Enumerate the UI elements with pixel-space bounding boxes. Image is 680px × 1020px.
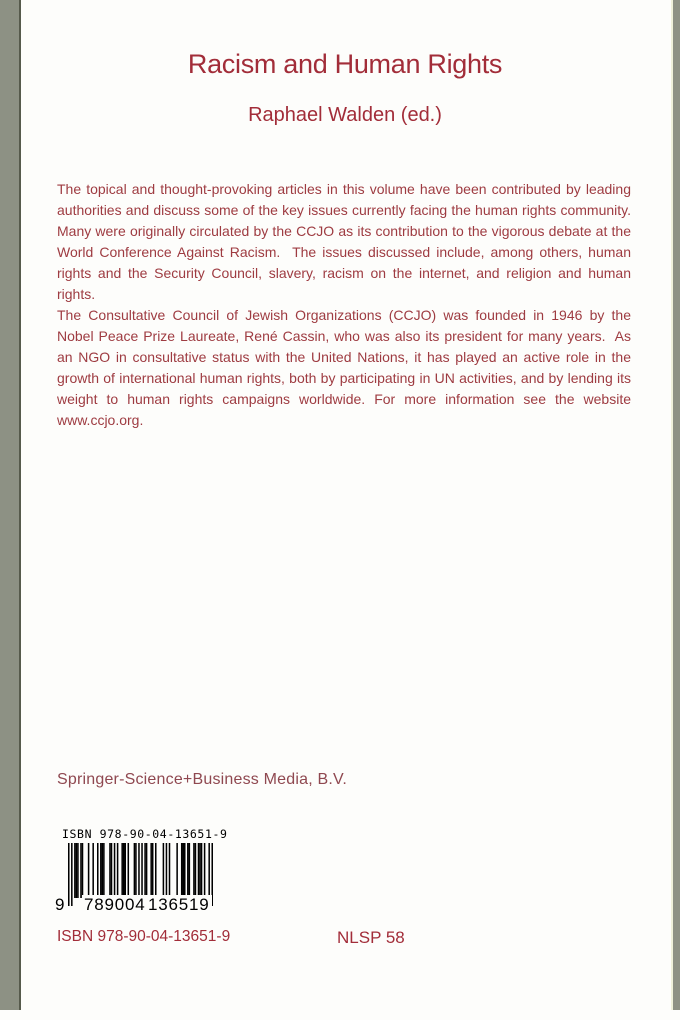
barcode-digit-lead: 9 <box>55 895 65 914</box>
barcode-isbn-label: ISBN 978-90-04-13651-9 <box>62 827 228 841</box>
blurb-paragraph-2: The Consultative Council of Jewish Organizations (CCJO) was founded in 1946 by the Nobel Peace Prize Laureate, René Cassin, who was also its president for many years. As an NGO in consultative status with the United Nations, it has played an active role in the growth of international human rights, both by participating in UN activities, and by lending its weight to human rights campaigns worldwide. For more information see the website www.ccjo.org. <box>57 307 635 428</box>
barcode-digits-left: 789004 <box>84 895 146 914</box>
isbn-barcode <box>55 827 228 919</box>
barcode-digits-right: 136519 <box>148 895 210 914</box>
blurb-paragraph-1: The topical and thought-provoking articles in this volume have been contributed by leading authorities and discuss some of the key issues currently facing the human rights community. Many were originally circulated by the CCJO as its contribution to the vigorous debate at the World Conference Against Racism. The issues discussed include, among others, human rights and the Security Council, slavery, racism on the internet, and religion and human rights. <box>57 181 639 302</box>
footer-isbn: ISBN 978-90-04-13651-9 <box>57 928 231 945</box>
book-editor: Raphael Walden (ed.) <box>248 104 442 126</box>
left-spine-strip <box>0 0 21 1010</box>
barcode-digits <box>55 895 217 914</box>
book-title: Racism and Human Rights <box>187 49 503 79</box>
back-cover-blurb <box>57 179 639 431</box>
footer-series-code: NLSP 58 <box>337 928 405 947</box>
publisher-line: Springer-Science+Business Media, B.V. <box>57 771 348 788</box>
right-spine-strip <box>671 0 680 1010</box>
